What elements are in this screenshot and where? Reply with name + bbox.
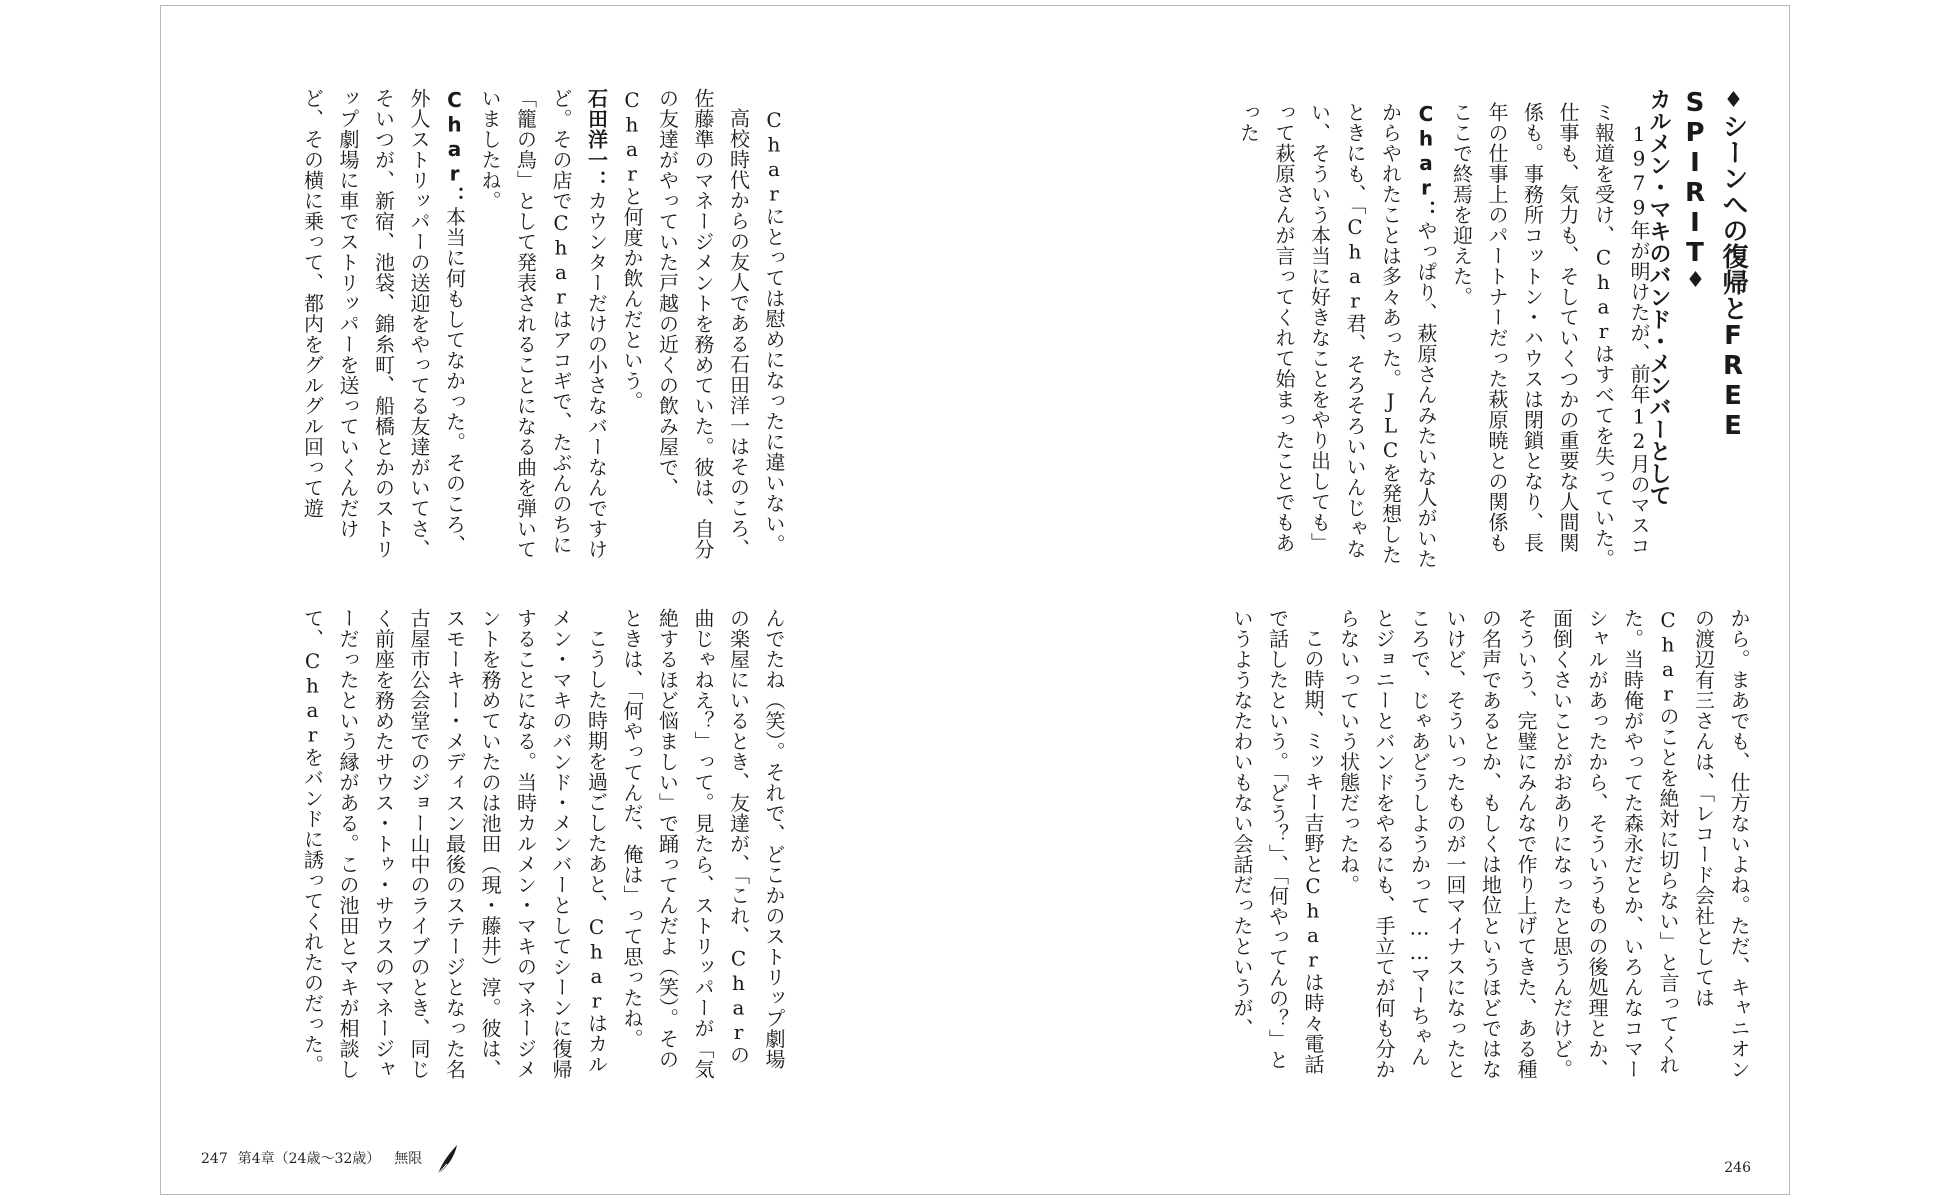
paragraph: この時期、ミッキー吉野とCharは時々電話で話したという。「どう？」、「何やってんの？」というようなたわいもない会話だったというが、	[1230, 608, 1325, 1075]
interview-paragraph: Char：本当に何もしてなかった。そのころ、外人ストリッパーの送迎をやってる友達がいてさ、そいつが、新宿、池袋、錦糸町、船橋とかのストリップ劇場に車でストリッパーを送っていくんだけど、その横に乗って、都内をグルグル回って遊	[300, 88, 467, 560]
left-page	[161, 6, 976, 1194]
running-title: 無限	[394, 1151, 423, 1167]
paragraph: んでたね（笑）。それで、どこかのストリップ劇場の楽屋にいるとき、友達が、「これ、Charの曲じゃねえ？」って。見たら、ストリッパーが「気絶するほど悩ましい」で踊ってんだよ（笑）。そのときは、「何やってんだ、俺は」って思ったね。	[620, 608, 786, 1080]
right-folio	[1724, 1160, 1751, 1176]
paragraph: 高校時代からの友人である石田洋一はそのころ、佐藤準のマネージメントを務めていた。彼は、自分の友達がやっていた戸越の近くの飲み屋で、Charと何度か飲んだという。	[620, 88, 751, 560]
paragraph: から。まあでも、仕方ないよね。ただ、キャニオンの渡辺有三さんは、「レコード会社としてはCharのことを絶対に切らない」と言ってくれた。当時俺がやってた森永だとか、いろんなコマーシャルがあったから、そういうものの後処理とか、面倒くさいことがおありになったと思うんだけど。そういう、完璧にみんなで作り上げてきた、ある種の名声であるとか、もしくは地位というほどではないけど、そういったものが一回マイナスになったところで、じゃあどうしようかって……マーちゃんとジョニーとバンドをやるにも、手立てが何も分からないっていう状態だったね。	[1336, 608, 1751, 1080]
right-lower-column	[1106, 608, 1756, 1083]
paragraph: Charにとっては慰めになったに違いない。	[762, 108, 786, 555]
paragraph: こうした時期を過ごしたあと、Charはカルメン・マキのバンド・メンバーとしてシーンに復帰することになる。当時カルメン・マキのマネージメントを務めていたのは池田（現・藤井）淳。彼は、スモーキー・メディスン最後のステージとなった名古屋市公会堂でのジョー山中のライブのとき、同じく前座を務めたサウス・トゥ・サウスのマネージャーだったという縁がある。この池田とマキが相談して、Charをバンドに誘ってくれたのだった。	[300, 608, 609, 1080]
speaker-label: 石田洋一：	[584, 88, 609, 191]
chapter-title: 第4章（24歳〜32歳）	[237, 1151, 381, 1167]
left-folio	[201, 1142, 461, 1176]
feather-icon	[435, 1142, 461, 1176]
right-upper-column	[1106, 102, 1656, 572]
left-lower-column	[231, 608, 791, 1083]
book-spread	[160, 5, 1790, 1195]
speaker-label: Char：	[442, 88, 467, 207]
page-number: 246	[1724, 1160, 1751, 1176]
left-upper-column	[231, 88, 791, 563]
section-heading	[1646, 88, 1752, 578]
section-title: ♦シーンへの復帰とFREE SPIRIT♦	[1680, 88, 1748, 441]
ornament-icon: ♦	[1683, 268, 1708, 293]
paragraph: 1979年が明けたが、前年12月のマスコミ報道を受け、Charはすべてを失っていた。仕事も、気力も、そしていくつかの重要な人間関係も。事務所コットン・ハウスは閉鎖となり、長年の仕事上のパートナーだった萩原暁との関係もここで終焉を迎えた。	[1449, 102, 1651, 569]
interview-paragraph: 石田洋一：カウンターだけの小さなバーなんですけど。その店でCharはアコギで、たぶんのちに「籠の鳥」として発表されることになる曲を弾いていましたね。	[478, 88, 609, 560]
right-page	[976, 6, 1791, 1194]
page-number: 247	[201, 1151, 228, 1167]
interview-paragraph: Char：やっぱり、萩原さんみたいな人がいたからやれたことは多々あった。JLCを発想したときにも、「Char君、そろそろいいんじゃない、そういう本当に好きなことをやり出しても」って萩原さんが言ってくれて始まったことでもあった	[1236, 102, 1438, 569]
speaker-label: Char：	[1414, 102, 1438, 221]
ornament-icon: ♦	[1721, 88, 1746, 113]
section-subtitle: カルメン・マキのバンド・メンバーとして	[1646, 88, 1671, 506]
